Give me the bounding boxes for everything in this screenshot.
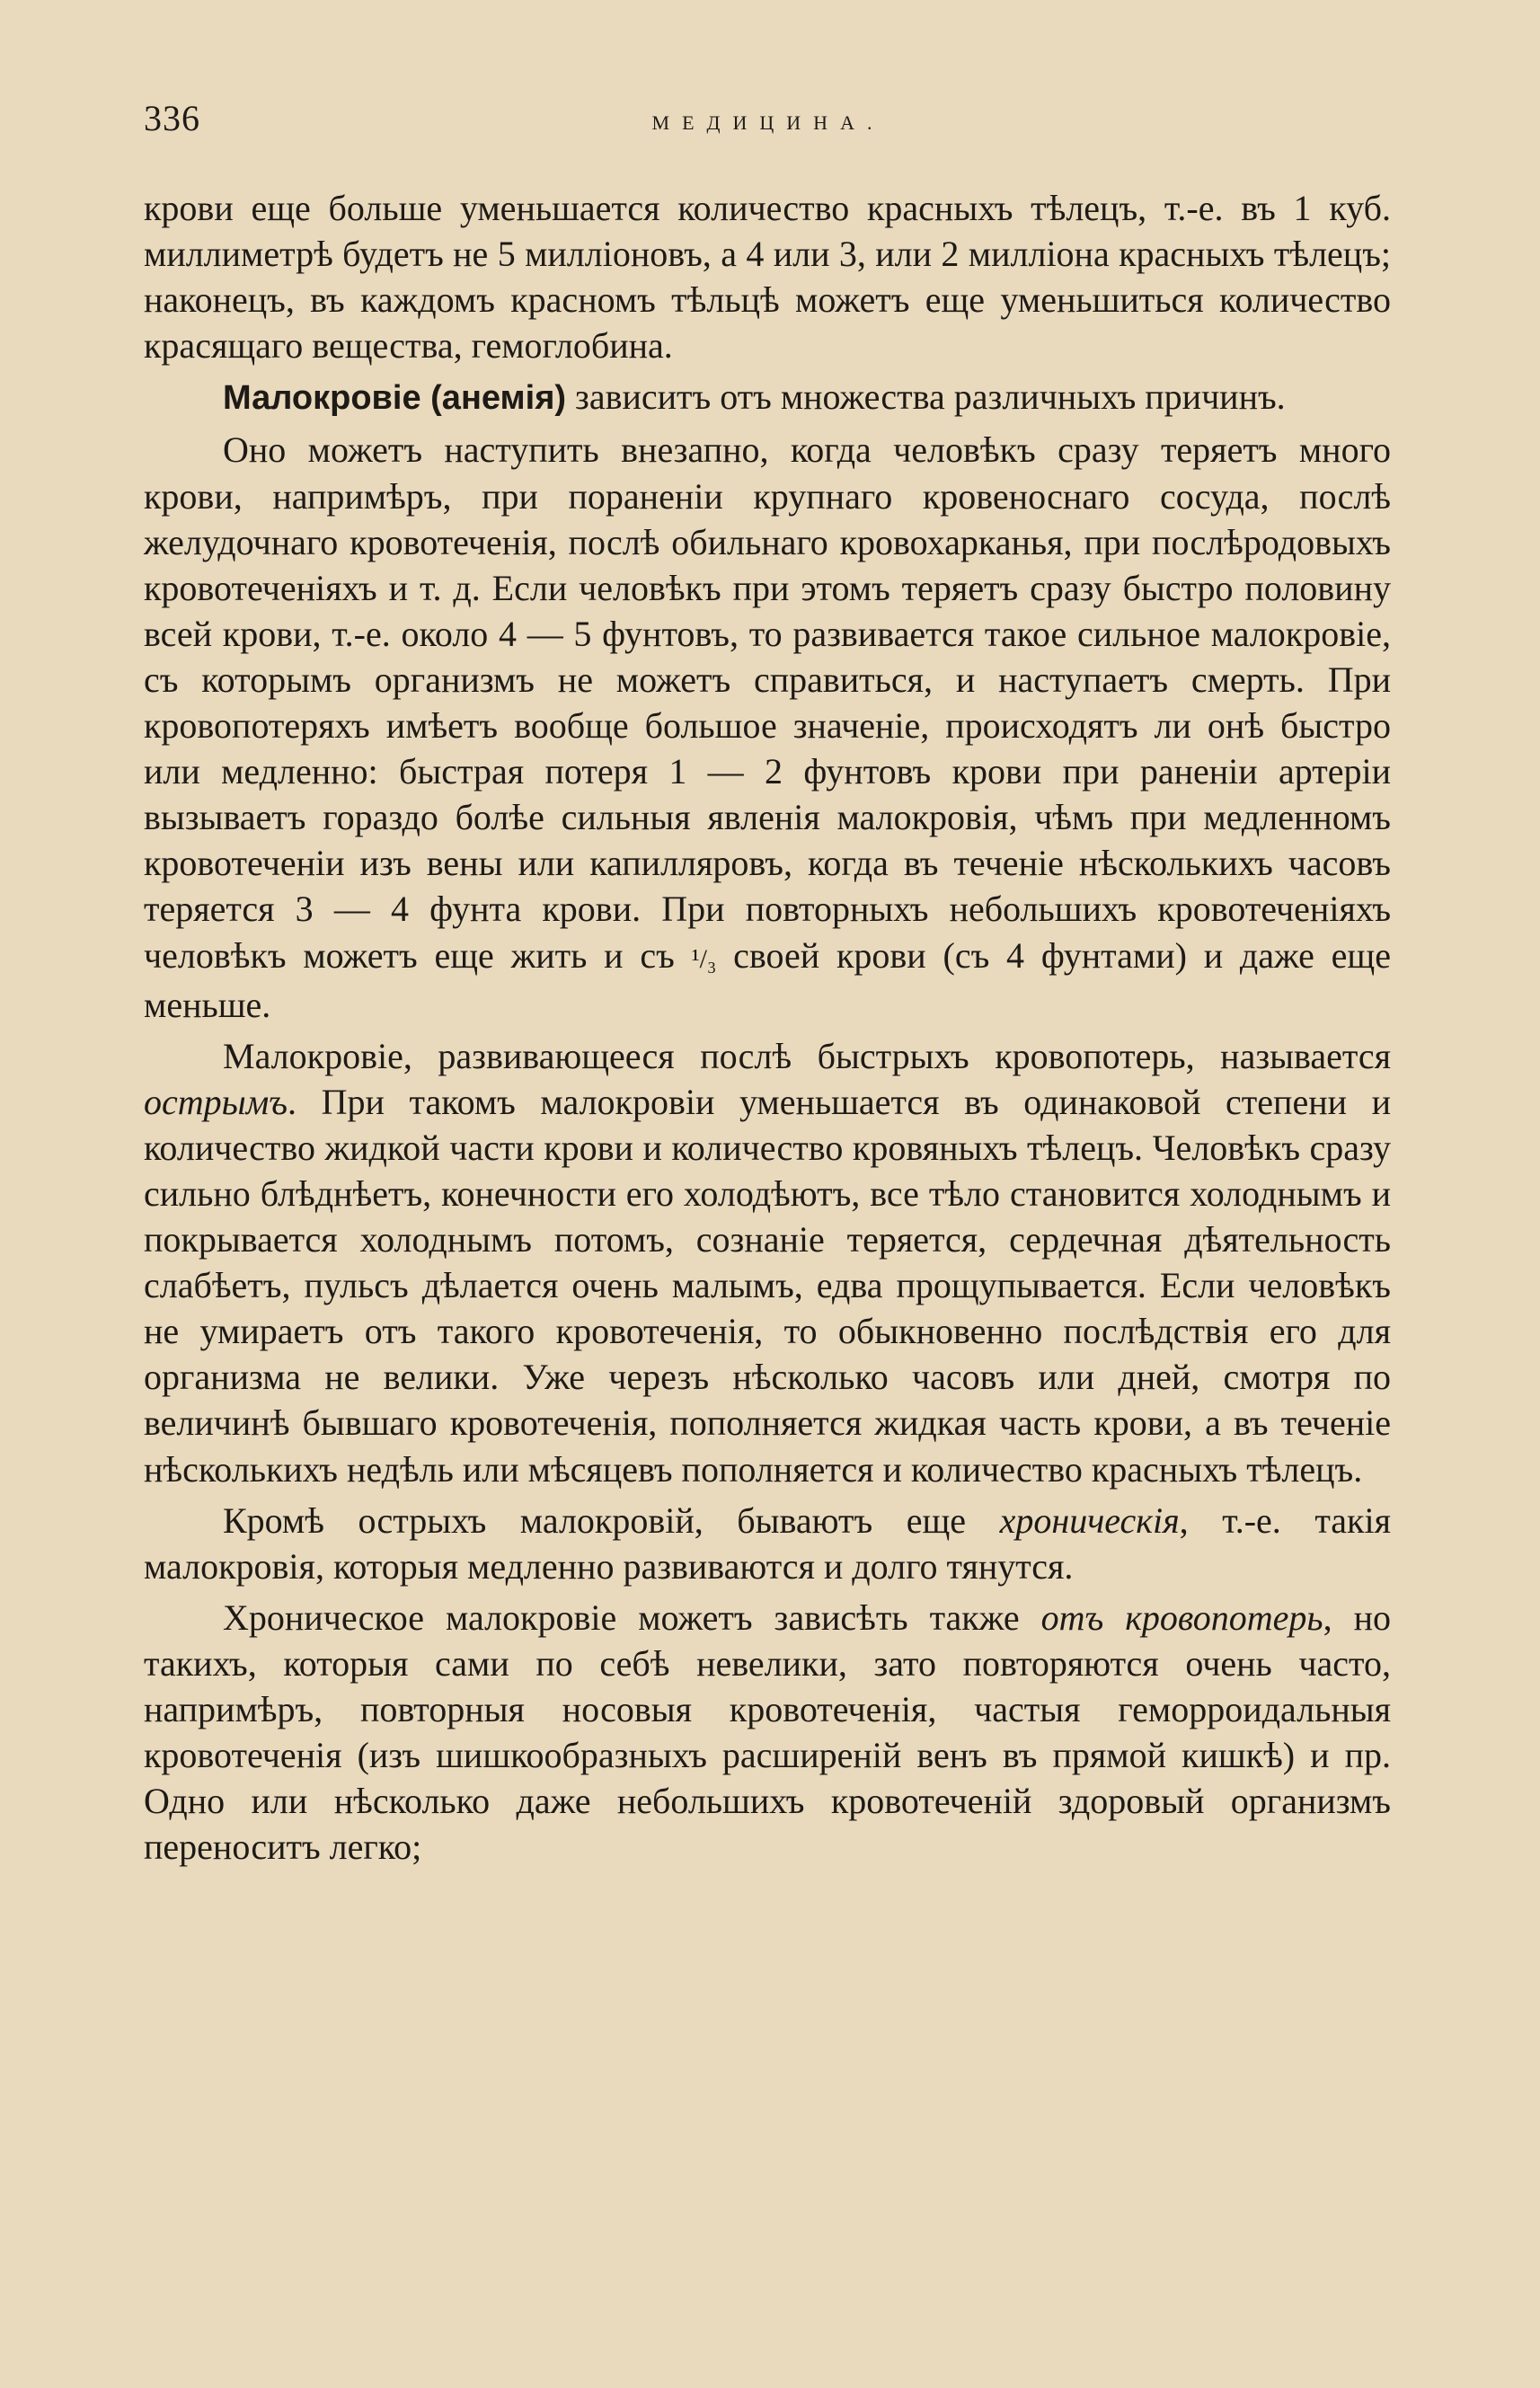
paragraph-text: , но такихъ, которыя сами по себѣ невелики, зато повторяются очень часто, напримѣръ, повторныя носовыя кровотеченія, частыя геморроидальныя кровотеченія (изъ шишкообразныхъ расширеній венъ въ прямой кишкѣ) и пр. Одно или нѣсколько даже небольшихъ кровотеченій здоровый организмъ переноситъ легко;	[144, 1596, 1391, 1868]
italic-term: отъ кровопотерь	[1040, 1596, 1323, 1638]
paragraph-text: Оно можетъ наступить внезапно, когда человѣкъ сразу теряетъ много крови, напримѣръ, при пораненіи крупнаго кровеноснаго сосуда, послѣ желудочнаго кровотеченія, послѣ обильнаго кровохарканья, при послѣродовыхъ кровотеченіяхъ и т. д. Если человѣкъ при этомъ теряетъ сразу быстро половину всей крови, т.-е. около 4 — 5 фунтовъ, то развивается такое сильное малокровіе, съ которымъ организмъ не можетъ справиться, и наступаетъ смерть. При кровопотеряхъ имѣетъ вообще большое значеніе, происходятъ ли онѣ быстро или медленно: быстрая потеря 1 — 2 фунтовъ крови при раненіи артеріи вызываетъ гораздо болѣе сильныя явленія малокровія, чѣмъ при медленномъ кровотеченіи изъ вены или капилляровъ, когда въ теченіе нѣсколькихъ часовъ теряется 3 — 4 фунта крови. При повторныхъ небольшихъ кровотеченіяхъ человѣкъ можетъ еще жить и съ	[144, 429, 1391, 976]
fraction: ¹/₃	[691, 943, 717, 974]
paragraph-text: Кромѣ острыхъ малокровій, бываютъ еще	[223, 1499, 1000, 1541]
paragraph-text: зависитъ отъ множества различныхъ причинъ.	[566, 376, 1286, 418]
paragraph-text: Хроническое малокровіе можетъ зависѣть также	[223, 1596, 1041, 1638]
paragraph-chronic-blood-loss	[144, 1595, 1391, 1871]
page-header	[144, 97, 1393, 151]
paragraph-chronic-anemia	[144, 1498, 1391, 1589]
headword: Малокровіе (анемія)	[223, 379, 567, 418]
paragraph-text: , т.-е. такія малокровія, которыя медленно развиваются и долго тянутся.	[144, 1499, 1391, 1587]
paragraph-continuation: крови еще больше уменьшается количество красныхъ тѣлецъ, т.-е. въ 1 куб. миллиметрѣ будетъ не 5 милліоновъ, а 4 или 3, или 2 милліона красныхъ тѣлецъ; наконецъ, въ каждомъ красномъ тѣльцѣ можетъ еще уменьшиться количество красящаго вещества, гемоглобина.	[144, 188, 1391, 367]
paragraph-text: . При такомъ малокровіи уменьшается въ одинаковой степени и количество жидкой части крови и количество кровяныхъ тѣлецъ. Человѣкъ сразу сильно блѣднѣетъ, конечности его холодѣютъ, все тѣло становится холоднымъ и покрывается холоднымъ потомъ, сознаніе теряется, сердечная дѣятельность слабѣетъ, пульсъ дѣлается очень малымъ, едва прощупывается. Если человѣкъ не умираетъ отъ такого кровотеченія, то обыкновенно послѣдствія его для организма не велики. Уже черезъ нѣсколько часовъ или дней, смотря по величинѣ бывшаго кровотеченія, пополняется жидкая часть крови, а въ теченіе нѣсколькихъ недѣль или мѣсяцевъ пополняется и количество красныхъ тѣлецъ.	[144, 1081, 1391, 1490]
running-title: МЕДИЦИНА.	[651, 111, 885, 134]
paragraph-blood-loss	[144, 427, 1391, 1027]
paragraph-acute-anemia	[144, 1033, 1391, 1492]
paragraph-text: Малокровіе, развивающееся послѣ быстрыхъ кровопотерь, называется	[223, 1035, 1391, 1076]
italic-term: хроническія	[999, 1499, 1180, 1541]
paragraph-anemia-definition	[144, 374, 1391, 421]
page-number: 336	[144, 98, 200, 138]
italic-term: острымъ	[144, 1081, 288, 1122]
paragraph-text: своей крови (съ 4 фунтами) и даже еще меньше.	[144, 934, 1391, 1025]
body-text	[144, 185, 1391, 1875]
